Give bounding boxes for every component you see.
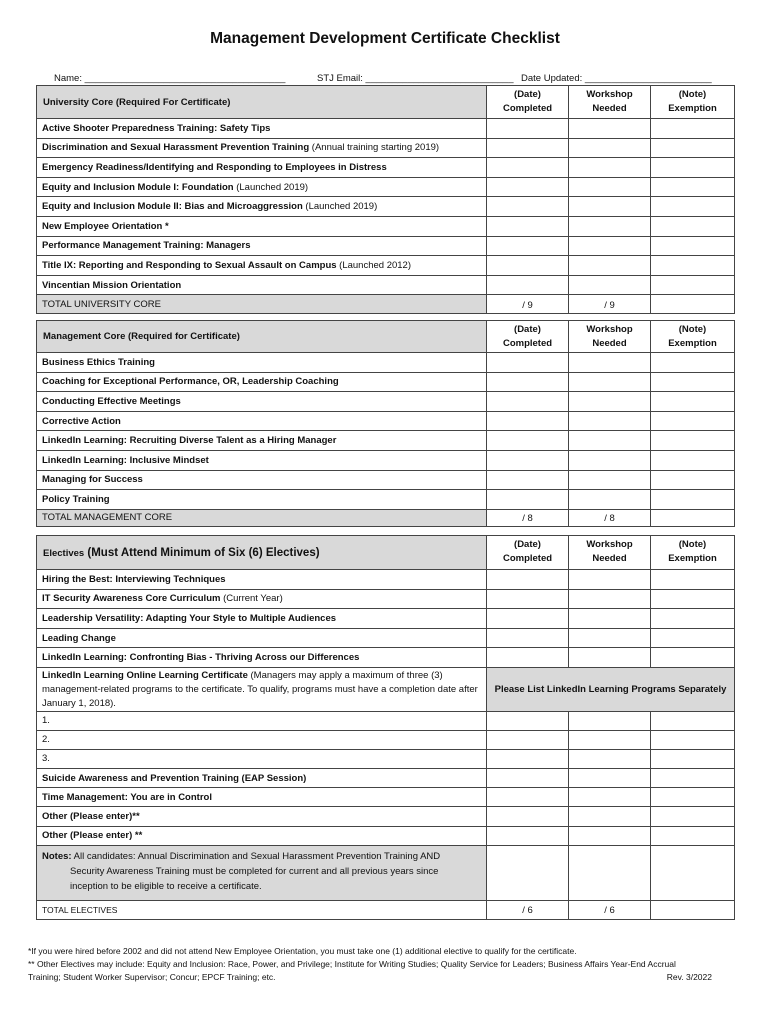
workshop-needed-cell[interactable]: [569, 628, 651, 648]
university-core-title: University Core (Required For Certificate): [37, 86, 487, 119]
management-core-row: [37, 372, 735, 392]
exemption-cell[interactable]: [651, 730, 735, 749]
exemption-cell[interactable]: [651, 570, 735, 590]
date-completed-cell[interactable]: [487, 768, 569, 787]
workshop-needed-cell[interactable]: [569, 392, 651, 412]
exemption-cell[interactable]: [651, 177, 735, 197]
workshop-needed-cell[interactable]: [569, 353, 651, 373]
university-core-table: [36, 85, 735, 314]
exemption-cell[interactable]: [651, 788, 735, 807]
management-core-row: [37, 392, 735, 412]
total-university-core-date[interactable]: / 9: [487, 295, 569, 314]
date-completed-cell[interactable]: [487, 216, 569, 236]
exemption-cell[interactable]: [651, 648, 735, 668]
row-label: Discrimination and Sexual Harassment Prevention Training (Annual training starting 2019): [37, 138, 487, 158]
date-completed-cell[interactable]: [487, 119, 569, 139]
workshop-needed-cell[interactable]: [569, 138, 651, 158]
university-core-row: [37, 158, 735, 178]
exemption-cell[interactable]: [651, 353, 735, 373]
exemption-cell[interactable]: [651, 411, 735, 431]
university-core-row: [37, 177, 735, 197]
date-completed-cell[interactable]: [487, 411, 569, 431]
date-completed-cell[interactable]: [487, 431, 569, 451]
col-note-exemption: (Note) Exemption: [651, 321, 735, 353]
total-management-core-note[interactable]: [651, 509, 735, 526]
workshop-needed-cell[interactable]: [569, 711, 651, 730]
elective-row: [37, 609, 735, 629]
exemption-cell[interactable]: [651, 275, 735, 295]
row-label: Managing for Success: [37, 470, 487, 490]
workshop-needed-cell[interactable]: [569, 609, 651, 629]
row-label: Other (Please enter) **: [37, 826, 487, 845]
date-completed-cell[interactable]: [487, 490, 569, 510]
linkedin-program-row[interactable]: [37, 730, 735, 749]
workshop-needed-cell[interactable]: [569, 177, 651, 197]
workshop-needed-cell[interactable]: [569, 570, 651, 590]
university-core-row: [37, 216, 735, 236]
total-electives-note[interactable]: [651, 900, 735, 919]
footer-note-1: *If you were hired before 2002 and did not attend New Employee Orientation, you must take one (1) additional elective to qualify for the certificate.: [28, 946, 577, 956]
row-label: Time Management: You are in Control: [37, 788, 487, 807]
row-label: Corrective Action: [37, 411, 487, 431]
management-core-row: [37, 411, 735, 431]
date-completed-cell[interactable]: [487, 392, 569, 412]
date-completed-cell[interactable]: [487, 275, 569, 295]
workshop-needed-cell[interactable]: [569, 411, 651, 431]
exemption-cell[interactable]: [651, 768, 735, 787]
workshop-needed-cell[interactable]: [569, 749, 651, 768]
linkedin-programs-note: Please List LinkedIn Learning Programs Separately: [487, 667, 735, 711]
row-label: Policy Training: [37, 490, 487, 510]
date-completed-cell[interactable]: [487, 470, 569, 490]
row-label: Title IX: Reporting and Responding to Sexual Assault on Campus (Launched 2012): [37, 256, 487, 276]
workshop-needed-cell[interactable]: [569, 275, 651, 295]
date-completed-cell[interactable]: [487, 372, 569, 392]
workshop-needed-cell[interactable]: [569, 788, 651, 807]
elective-row: [37, 768, 735, 787]
col-workshop-needed: Workshop Needed: [569, 536, 651, 570]
date-completed-cell[interactable]: [487, 749, 569, 768]
exemption-cell[interactable]: [651, 392, 735, 412]
exemption-cell[interactable]: [651, 628, 735, 648]
exemption-cell[interactable]: [651, 470, 735, 490]
date-completed-cell[interactable]: [487, 450, 569, 470]
total-management-core-date[interactable]: / 8: [487, 509, 569, 526]
exemption-cell[interactable]: [651, 372, 735, 392]
row-label: Emergency Readiness/Identifying and Responding to Employees in Distress: [37, 158, 487, 178]
workshop-needed-cell[interactable]: [569, 431, 651, 451]
exemption-cell[interactable]: [651, 826, 735, 845]
workshop-needed-cell[interactable]: [569, 490, 651, 510]
workshop-needed-cell[interactable]: [569, 807, 651, 826]
date-completed-cell[interactable]: [487, 628, 569, 648]
date-completed-cell[interactable]: [487, 788, 569, 807]
workshop-needed-cell[interactable]: [569, 826, 651, 845]
footer: [28, 945, 738, 984]
total-university-core-label: TOTAL UNIVERSITY CORE: [37, 295, 487, 314]
date-completed-cell[interactable]: [487, 158, 569, 178]
management-core-row: [37, 470, 735, 490]
exemption-cell[interactable]: [651, 197, 735, 217]
elective-row: [37, 826, 735, 845]
electives-title: Electives (Must Attend Minimum of Six (6) Electives): [37, 536, 487, 570]
workshop-needed-cell[interactable]: [569, 216, 651, 236]
elective-row: [37, 570, 735, 590]
management-core-row: [37, 450, 735, 470]
workshop-needed-cell[interactable]: [569, 450, 651, 470]
elective-row: [37, 628, 735, 648]
university-core-row: [37, 275, 735, 295]
linkedin-program-number[interactable]: 2.: [37, 730, 487, 749]
university-core-row: [37, 197, 735, 217]
row-label: Suicide Awareness and Prevention Training (EAP Session): [37, 768, 487, 787]
date-completed-cell[interactable]: [487, 589, 569, 609]
row-label: Equity and Inclusion Module II: Bias and Microaggression (Launched 2019): [37, 197, 487, 217]
management-core-title: Management Core (Required for Certificate): [37, 321, 487, 353]
workshop-needed-cell[interactable]: [569, 648, 651, 668]
workshop-needed-cell[interactable]: [569, 768, 651, 787]
management-core-table: [36, 320, 735, 527]
col-note-exemption: (Note) Exemption: [651, 86, 735, 119]
total-management-core-label: TOTAL MANAGEMENT CORE: [37, 509, 487, 526]
elective-row: [37, 807, 735, 826]
exemption-cell[interactable]: [651, 216, 735, 236]
date-completed-cell[interactable]: [487, 138, 569, 158]
document-title: Management Development Certificate Checklist: [210, 30, 560, 47]
row-label: Equity and Inclusion Module I: Foundation (Launched 2019): [37, 177, 487, 197]
row-label: Active Shooter Preparedness Training: Safety Tips: [37, 119, 487, 139]
exemption-cell[interactable]: [651, 807, 735, 826]
name-field[interactable]: Name: ______________________________________: [54, 73, 286, 84]
elective-row: [37, 788, 735, 807]
date-completed-cell[interactable]: [487, 609, 569, 629]
workshop-needed-cell[interactable]: [569, 158, 651, 178]
date-completed-cell[interactable]: [487, 177, 569, 197]
management-core-row: [37, 431, 735, 451]
exemption-cell[interactable]: [651, 138, 735, 158]
exemption-cell[interactable]: [651, 589, 735, 609]
linkedin-certificate-row: LinkedIn Learning Online Learning Certificate (Managers may apply a maximum of three (3) management-related programs to the certificate. To qualify, programs must have a completion date after January 1, 2018).: [37, 667, 487, 711]
exemption-cell[interactable]: [651, 609, 735, 629]
date-completed-cell[interactable]: [487, 197, 569, 217]
exemption-cell[interactable]: [651, 119, 735, 139]
workshop-needed-cell[interactable]: [569, 256, 651, 276]
total-electives-label: TOTAL ELECTIVES: [37, 900, 487, 919]
workshop-needed-cell[interactable]: [569, 730, 651, 749]
total-electives-workshop[interactable]: / 6: [569, 900, 651, 919]
date-completed-cell[interactable]: [487, 648, 569, 668]
row-label: Conducting Effective Meetings: [37, 392, 487, 412]
exemption-cell[interactable]: [651, 450, 735, 470]
row-label: Performance Management Training: Managers: [37, 236, 487, 256]
management-core-row: [37, 353, 735, 373]
col-date-completed: (Date) Completed: [487, 536, 569, 570]
linkedin-program-number[interactable]: 1.: [37, 711, 487, 730]
exemption-cell[interactable]: [651, 256, 735, 276]
col-workshop-needed: Workshop Needed: [569, 86, 651, 119]
exemption-cell[interactable]: [651, 749, 735, 768]
date-completed-cell[interactable]: [487, 730, 569, 749]
total-electives-date[interactable]: / 6: [487, 900, 569, 919]
electives-table: [36, 535, 735, 920]
col-date-completed: (Date) Completed: [487, 321, 569, 353]
exemption-cell[interactable]: [651, 711, 735, 730]
total-university-core-note[interactable]: [651, 295, 735, 314]
row-label: LinkedIn Learning: Recruiting Diverse Talent as a Hiring Manager: [37, 431, 487, 451]
date-completed-cell[interactable]: [487, 807, 569, 826]
total-university-core-workshop[interactable]: / 9: [569, 295, 651, 314]
linkedin-program-row[interactable]: [37, 711, 735, 730]
exemption-cell[interactable]: [651, 490, 735, 510]
date-completed-cell[interactable]: [487, 826, 569, 845]
exemption-cell[interactable]: [651, 158, 735, 178]
linkedin-program-row[interactable]: [37, 749, 735, 768]
workshop-needed-cell[interactable]: [569, 236, 651, 256]
row-label: Coaching for Exceptional Performance, OR, Leadership Coaching: [37, 372, 487, 392]
linkedin-program-number[interactable]: 3.: [37, 749, 487, 768]
row-label: Vincentian Mission Orientation: [37, 275, 487, 295]
date-completed-cell[interactable]: [487, 711, 569, 730]
workshop-needed-cell[interactable]: [569, 119, 651, 139]
university-core-row: [37, 236, 735, 256]
email-field[interactable]: STJ Email: ____________________________: [317, 73, 514, 84]
row-label: IT Security Awareness Core Curriculum (Current Year): [37, 589, 487, 609]
university-core-row: [37, 256, 735, 276]
exemption-cell[interactable]: [651, 431, 735, 451]
date-completed-cell[interactable]: [487, 353, 569, 373]
row-label: LinkedIn Learning: Confronting Bias - Thriving Across our Differences: [37, 648, 487, 668]
elective-row: [37, 589, 735, 609]
col-workshop-needed: Workshop Needed: [569, 321, 651, 353]
total-management-core-workshop[interactable]: / 8: [569, 509, 651, 526]
col-date-completed: (Date) Completed: [487, 86, 569, 119]
row-label: LinkedIn Learning: Inclusive Mindset: [37, 450, 487, 470]
workshop-needed-cell[interactable]: [569, 372, 651, 392]
row-label: Leadership Versatility: Adapting Your Style to Multiple Audiences: [37, 609, 487, 629]
footer-note-3: Training; Student Worker Supervisor; Concur; EPCF Training; etc.: [28, 972, 276, 982]
management-core-row: [37, 490, 735, 510]
date-updated-field[interactable]: Date Updated: ________________________: [521, 73, 712, 84]
row-label: Leading Change: [37, 628, 487, 648]
workshop-needed-cell[interactable]: [569, 197, 651, 217]
row-label: Business Ethics Training: [37, 353, 487, 373]
revision-date: Rev. 3/2022: [666, 972, 712, 982]
date-completed-cell[interactable]: [487, 236, 569, 256]
row-label: Hiring the Best: Interviewing Techniques: [37, 570, 487, 590]
university-core-row: [37, 138, 735, 158]
university-core-row: [37, 119, 735, 139]
exemption-cell[interactable]: [651, 236, 735, 256]
date-completed-cell[interactable]: [487, 570, 569, 590]
workshop-needed-cell[interactable]: [569, 589, 651, 609]
col-note-exemption: (Note) Exemption: [651, 536, 735, 570]
workshop-needed-cell[interactable]: [569, 470, 651, 490]
electives-notes: Notes: All candidates: Annual Discrimination and Sexual Harassment Prevention Training AND Security Awareness Training must be completed for current and all previous years since inception to be eligible to receive a certificate.: [37, 845, 487, 900]
elective-row: [37, 648, 735, 668]
row-label: Other (Please enter)**: [37, 807, 487, 826]
row-label: New Employee Orientation *: [37, 216, 487, 236]
footer-note-2: ** Other Electives may include: Equity and Inclusion: Race, Power, and Privilege; Institute for Writing Studies; Quality Service for Leaders; Business Affairs Year-End Accrual: [28, 959, 676, 969]
date-completed-cell[interactable]: [487, 256, 569, 276]
